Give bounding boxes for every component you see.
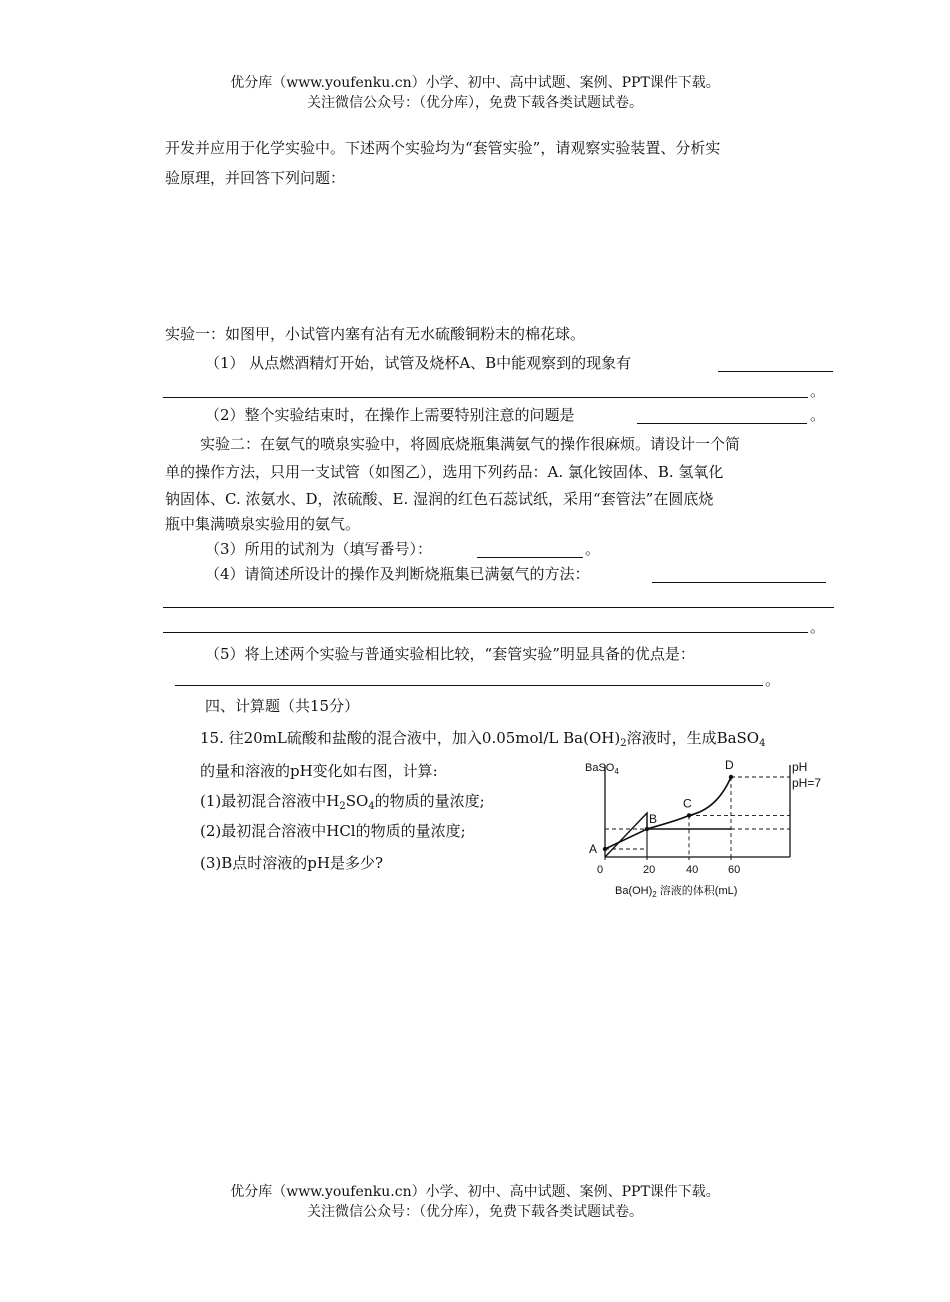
period: 。 [765,671,781,689]
x-tick-label: 60 [728,864,741,876]
period: 。 [810,406,826,424]
y-axis-left-label: BaSO$_4$ [585,762,619,776]
header-line-2: 关注微信公众号：（优分库），免费下载各类试题试卷。 [307,95,643,111]
answer-blank-q4[interactable] [652,582,826,583]
exp1-q2: （2）整个实验结束时，在操作上需要特别注意的问题是 [205,406,575,424]
period: 。 [810,382,826,400]
answer-blank-q1[interactable] [718,371,833,372]
exp1-q1: （1） 从点燃酒精灯开始，试管及烧杯A、B中能观察到的现象有 [205,354,632,372]
point-label-b: B [649,812,658,826]
exp2-q3: （3）所用的试剂为（填写番号）： [205,540,433,558]
x-axis-label: $Ba(OH)_2$ 溶液的体积(mL) [615,885,738,899]
exp2-q5: （5）将上述两个实验与普通实验相比较，“套管实验”明显具备的优点是： [205,645,695,663]
exp2-line-1: 实验二：在氨气的喷泉实验中，将圆底烧瓶集满氨气的操作很麻烦。请设计一个简 [200,435,741,453]
exp1-desc: 实验一：如图甲，小试管内塞有沾有无水硫酸铜粉末的棉花球。 [165,325,586,343]
data-point-a [603,847,607,851]
x-tick-label: 40 [686,864,699,876]
baso4-ph-chart [585,755,855,905]
answer-blank-q2[interactable] [637,423,807,424]
footer-line-1: 优分库（www.youfenku.cn）小学、初中、高中试题、案例、PPT课件下载。 [230,1184,720,1200]
answer-blank-q5[interactable] [175,685,763,686]
series-line-baso4 [605,813,731,857]
q15-line-2: 的量和溶液的pH变化如右图，计算: [200,762,438,780]
y-axis-right-label: pH [792,760,808,774]
data-point-c [687,813,691,817]
answer-blank-q1-line2[interactable] [163,397,808,398]
period: 。 [810,618,826,636]
answer-blank-q4-line3[interactable] [163,632,808,633]
x-tick-label: 20 [643,864,656,876]
answer-blank-q3[interactable] [477,557,583,558]
x-tick-label: 0 [597,864,604,876]
period: 。 [585,540,601,558]
header-line-1: 优分库（www.youfenku.cn）小学、初中、高中试题、案例、PPT课件下载。 [230,75,720,91]
answer-blank-q4-line2[interactable] [163,607,834,608]
q15-sub-2: (2)最初混合溶液中HCl的物质的量浓度; [200,822,466,840]
exp2-line-2: 单的操作方法，只用一支试管（如图乙），选用下列药品：A. 氯化铵固体、B. 氢氧化 [165,463,724,481]
q15-line-1: 15. 往20mL硫酸和盐酸的混合液中，加入0.05mol/L $Ba(OH)_2$溶液时，生成BaSO$_4$ [200,729,766,749]
q15-sub-3: (3)B点时溶液的pH是多少? [200,854,383,872]
exp2-line-4: 瓶中集满喷泉实验用的氨气。 [165,515,361,533]
ph7-label: pH=7 [792,776,822,790]
exp2-line-3: 钠固体、C. 浓氨水、D，浓硫酸、E. 湿润的红色石蕊试纸，采用“套管法”在圆底烧 [165,490,714,508]
q15-sub-1: (1)最初混合溶液中$H_2SO_4$的物质的量浓度; [200,792,485,812]
point-label-a: A [589,842,598,856]
data-point-d [729,775,733,779]
footer-line-2: 关注微信公众号：（优分库），免费下载各类试题试卷。 [307,1204,643,1220]
point-label-c: C [683,796,692,811]
data-point-b [645,827,649,831]
intro-line-1: 开发并应用于化学实验中。下述两个实验均为“套管实验”，请观察实验装置、分析实 [165,139,721,157]
intro-line-2: 验原理，并回答下列问题： [165,169,346,187]
section4-title: 四、计算题（共15分） [205,697,360,715]
exp2-q4: （4）请简述所设计的操作及判断烧瓶集已满氨气的方法： [205,565,590,583]
point-label-d: D [725,758,734,772]
